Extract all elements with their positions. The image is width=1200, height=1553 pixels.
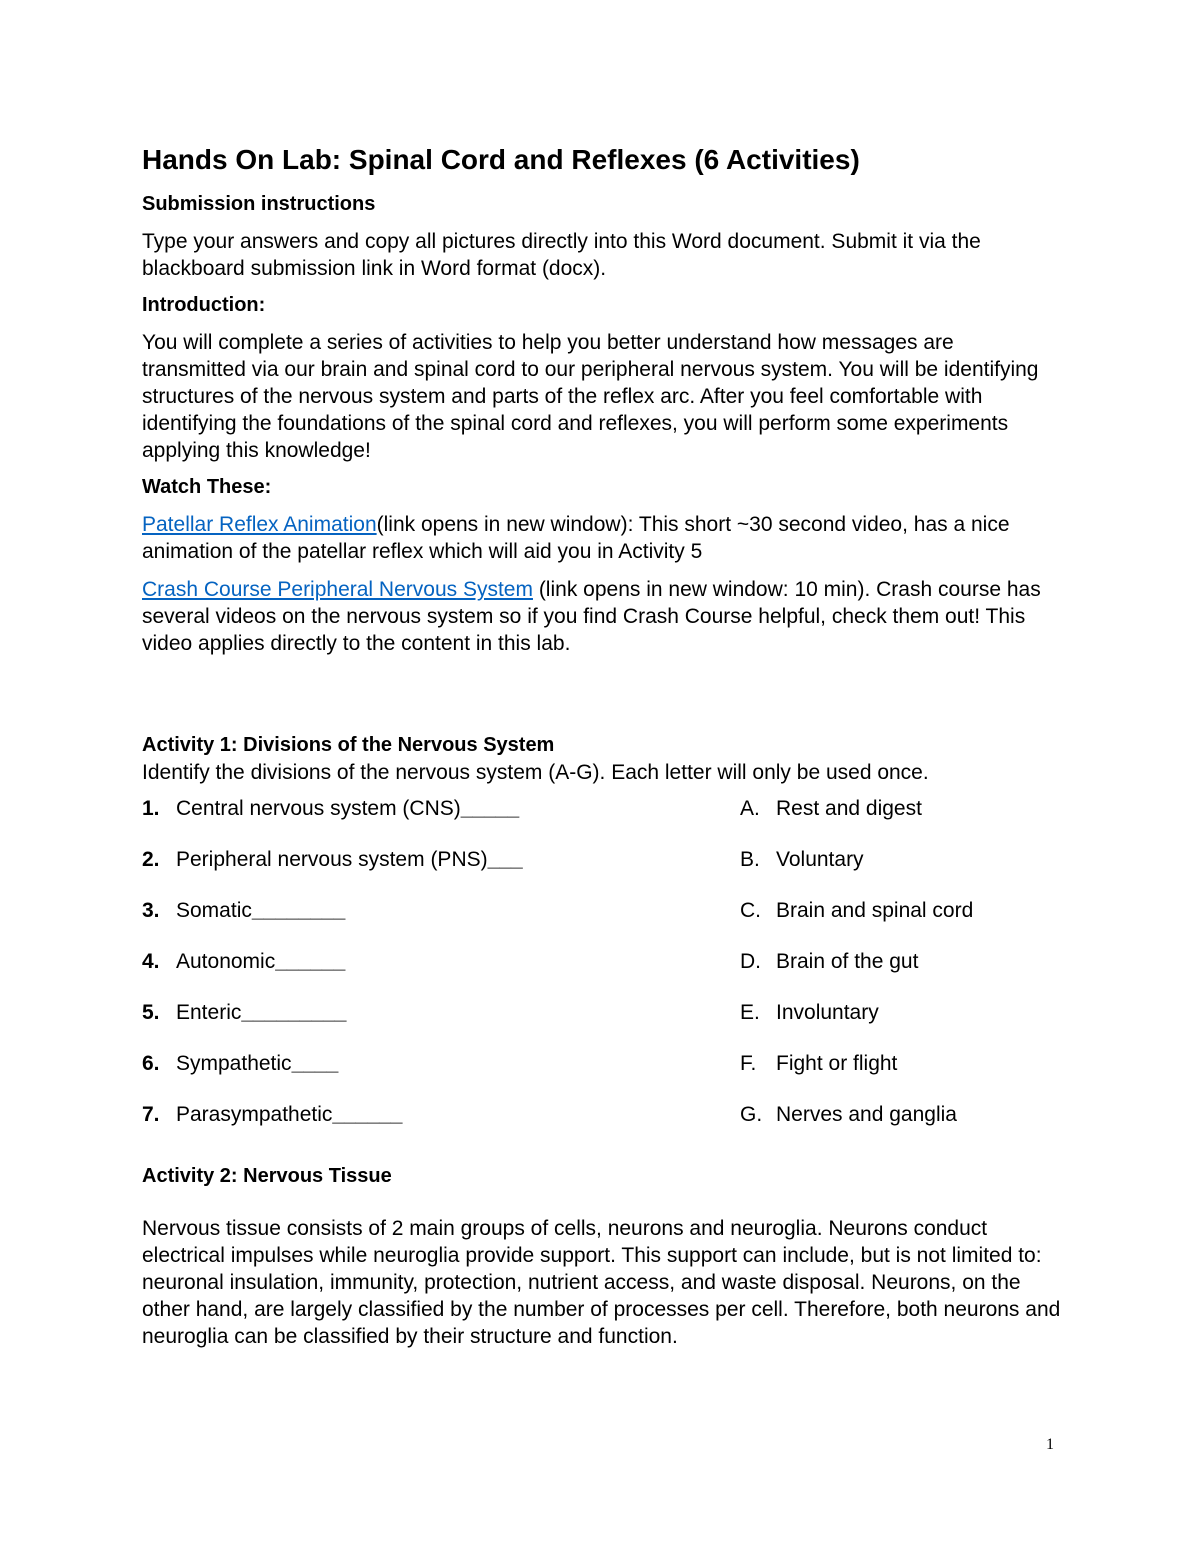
choice-letter: D. — [740, 950, 761, 973]
matching-row — [142, 1101, 1062, 1152]
video2-paragraph — [142, 576, 1062, 657]
video1-description: (link opens in new window): This short ~30 second video, has a nice animation of the patellar reflex which will aid you in Activity 5 — [142, 513, 1010, 563]
row-term: Autonomic______ — [176, 950, 346, 973]
choice-text: Voluntary — [776, 848, 864, 871]
choice-text: Brain and spinal cord — [776, 899, 974, 922]
choice-text: Brain of the gut — [776, 950, 919, 973]
row-number: 3. — [142, 899, 160, 922]
row-number: 1. — [142, 797, 160, 820]
row-term: Enteric_________ — [176, 1001, 347, 1024]
video1-paragraph — [142, 511, 1062, 565]
matching-row — [142, 846, 1062, 897]
matching-row — [142, 948, 1062, 999]
choice-text: Rest and digest — [776, 797, 922, 820]
row-number: 5. — [142, 1001, 160, 1024]
matching-row — [142, 1050, 1062, 1101]
row-number: 2. — [142, 848, 160, 871]
choice-letter: B. — [740, 848, 760, 871]
matching-row — [142, 999, 1062, 1050]
row-number: 4. — [142, 950, 160, 973]
watch-heading: Watch These: — [142, 476, 272, 498]
answer-blank[interactable]: ____ — [291, 1052, 339, 1075]
patellar-reflex-link[interactable]: Patellar Reflex Animation — [142, 513, 377, 536]
matching-row — [142, 897, 1062, 948]
answer-blank[interactable]: ________ — [251, 899, 346, 922]
answer-blank[interactable]: ______ — [275, 950, 346, 973]
page-number: 1 — [1046, 1436, 1054, 1453]
document-page — [142, 138, 1062, 1350]
row-term: Peripheral nervous system (PNS)___ — [176, 848, 523, 871]
row-term: Sympathetic____ — [176, 1052, 339, 1075]
choice-letter: C. — [740, 899, 761, 922]
matching-row — [142, 795, 1062, 846]
choice-text: Involuntary — [776, 1001, 879, 1024]
choice-letter: E. — [740, 1001, 760, 1024]
submission-heading: Submission instructions — [142, 193, 376, 215]
activity1-instructions: Identify the divisions of the nervous system (A-G). Each letter will only be used once. — [142, 761, 929, 784]
answer-blank[interactable]: _________ — [241, 1001, 347, 1024]
row-number: 7. — [142, 1103, 160, 1126]
row-term: Somatic________ — [176, 899, 346, 922]
activity2-heading: Activity 2: Nervous Tissue — [142, 1165, 392, 1187]
submission-body: Type your answers and copy all pictures directly into this Word document. Submit it via the blackboard submission link in Word format (docx). — [142, 230, 981, 280]
video2-description: (link opens in new window: 10 min). Crash course has several videos on the nervous system so if you find Crash Course helpful, check them out! This video applies directly to the content in this lab. — [142, 578, 1041, 655]
document-title: Hands On Lab: Spinal Cord and Reflexes (6 Activities) — [142, 144, 860, 175]
row-number: 6. — [142, 1052, 160, 1075]
introduction-body: You will complete a series of activities to help you better understand how messages are transmitted via our brain and spinal cord to our peripheral nervous system. You will be identifying structures of the nervous system and parts of the reflex arc. After you feel comfortable with identifying the foundations of the spinal cord and reflexes, you will perform some experiments applying this knowledge! — [142, 331, 1039, 462]
choice-text: Fight or flight — [776, 1052, 898, 1075]
crash-course-link[interactable]: Crash Course Peripheral Nervous System — [142, 578, 533, 601]
matching-list — [142, 795, 1062, 1152]
choice-letter: F. — [740, 1052, 757, 1075]
choice-text: Nerves and ganglia — [776, 1103, 957, 1126]
row-term: Central nervous system (CNS)_____ — [176, 797, 520, 820]
choice-letter: A. — [740, 797, 760, 820]
choice-letter: G. — [740, 1103, 763, 1126]
answer-blank[interactable]: ______ — [332, 1103, 403, 1126]
activity2-body: Nervous tissue consists of 2 main groups of cells, neurons and neuroglia. Neurons conduct electrical impulses while neuroglia provide support. This support can include, but is not limited to: neuronal insulation, immunity, protection, nutrient access, and waste disposal. Neurons, on the other hand, are largely classified by the number of processes per cell. Therefore, both neurons and neuroglia can be classified by their structure and function. — [142, 1217, 1061, 1348]
answer-blank[interactable]: _____ — [460, 797, 520, 820]
activity1-heading: Activity 1: Divisions of the Nervous System — [142, 734, 555, 756]
answer-blank[interactable]: ___ — [487, 848, 523, 871]
row-term: Parasympathetic______ — [176, 1103, 403, 1126]
introduction-heading: Introduction: — [142, 294, 266, 316]
